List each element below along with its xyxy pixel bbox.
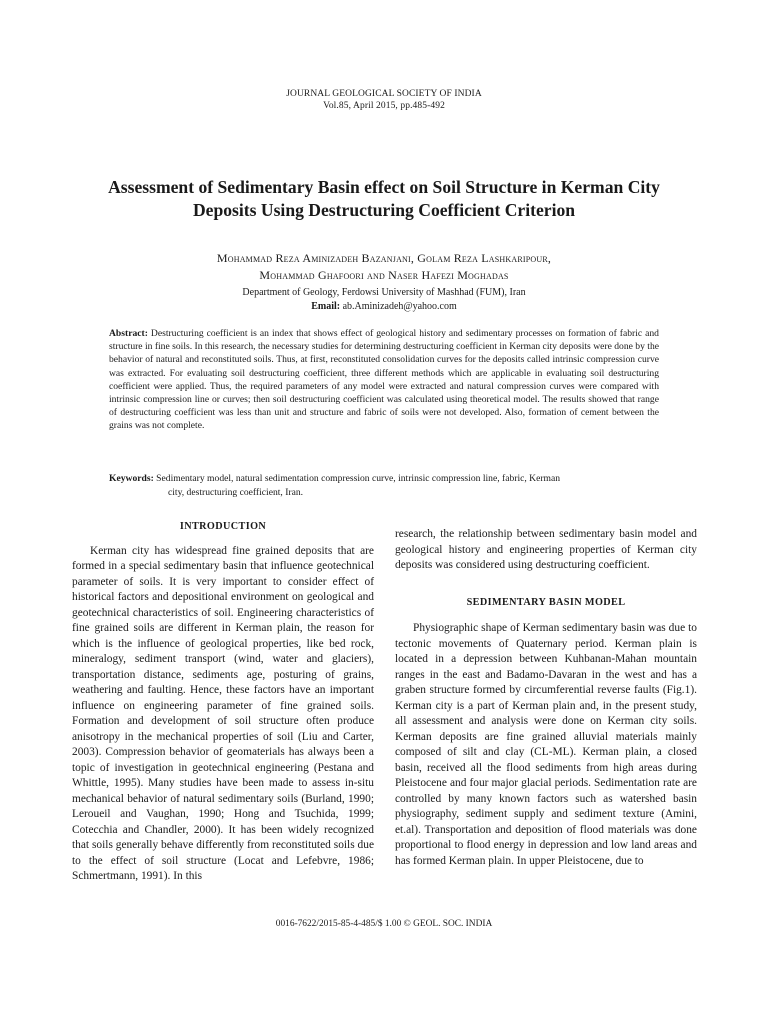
author-list (80, 250, 688, 284)
abstract-text: Destructuring coefficient is an index that shows effect of geological history and sedimentary processes on formation of fabric and structure in fine soils. In this research, the necessary studies for determining destructuring coefficient in Kerman city deposits were done by the behavior of natural and reconstituted soils. Thus, at first, reconstituted consolidation curves for the deposits called intrinsic compression curve was extracted. For evaluating soil destructuring coefficient, three different methods which are applicable in evaluating soil destructuring coefficient were applied. Thus, the required parameters of any model were extracted and natural compression curves were compared with intrinsic compression line or curves; then soil destructuring coefficient was calculated using theoretical model. The results showed that range of destructuring coefficient was less than unit and structure and fabric of soils were not developed. Also, formation of cement between the grains was not complete. (109, 328, 659, 432)
copyright-footer: 0016-7622/2015-85-4-485/$ 1.00 © GEOL. SOC. INDIA (275, 919, 493, 929)
journal-name: JOURNAL GEOLOGICAL SOCIETY OF INDIA (286, 89, 482, 99)
keywords-line-1: Sedimentary model, natural sedimentation compression curve, intrinsic compression line, fabric, Kerman (156, 473, 561, 484)
sedimentary-basin-paragraph: Physiographic shape of Kerman sedimentary basin was due to tectonic movements of Quaternary period. Kerman plain is located in a depression between Kuhbanan-Mahan mountain ranges in the east and Badamo-Davaran in the west and has a graben structure formed by circumferential reverse faults (Fig.1). Kerman city is a part of Kerman plain and, in the present study, all assessment and analysis were done on Kerman city soils. Kerman deposits are fine grained alluvial materials mainly composed of silt and clay (CL-ML). Kerman plain, a closed basin, received all the flood sediments from high areas during Pleistocene and four major glacial periods. Sedimentation rate are controlled by many known factors such as watershed basin physiography, sediment supply and sediment texture (Amini, et.al). Transportation and deposition of flood materials was done proportional to flood energy in depression and low land areas and has formed Kerman plain. In upper Pleistocene, due to (395, 622, 697, 867)
keywords (109, 472, 659, 499)
abstract-label: Abstract: (109, 328, 148, 339)
journal-volume: Vol.85, April 2015, pp.485-492 (323, 101, 445, 111)
department: Department of Geology, Ferdowsi University of Mashhad (FUM), Iran (242, 287, 526, 298)
abstract (109, 327, 659, 433)
email-address: ab.Aminizadeh@yahoo.com (342, 301, 457, 312)
paper-title: Assessment of Sedimentary Basin effect on Soil Structure in Kerman City Deposits Using Destructuring Coefficient Criterion (108, 177, 660, 220)
authors-line-2: Mohammad Ghafoori and Naser Hafezi Moghadas (259, 268, 509, 282)
introduction-paragraph: Kerman city has widespread fine grained deposits that are formed in a special sedimentary basin that influence geotechnical parameter of soils. It is very important to consider effect of historical factors and depositional environment on geological and geotechnical characteristics of soil. Engineering characteristics of fine grained soils are different in Kerman plain, the reason for which is the influence of geological properties, like bed rock, mineralogy, sediment transport (wind, water and glaciers), transportation distance, sediments age, posturing of grains, weathering and faulting. Hence, these factors have an important influence on engineering parameter of fine grained soils. Formation and development of soil structure often produce anisotropy in the mechanical properties of soil (Liu and Carter, 2003). Compression behavior of geomaterials has always been a topic of investigation in geotechnical engineering (Pestana and Whittle, 1995). Many studies have been made to assess in-situ mechanical behavior of natural sedimentary soils (Burland, 1990; Leroueil and Vaughan, 1990; Hong and Tsuchida, 1999; Cotecchia and Chandler, 2000). It has been widely recognized that soils generally behave differently from reconstituted soils due to the effect of soil structure (Locat and Lefebvre, 1986; Schmertmann, 1991). In this (72, 544, 374, 882)
journal-header (0, 88, 768, 112)
introduction-heading: INTRODUCTION (179, 521, 267, 532)
keywords-label: Keywords: (109, 473, 154, 484)
authors-line-1: Mohammad Reza Aminizadeh Bazanjani, Golam Reza Lashkaripour, (216, 251, 552, 265)
email-label: Email: (311, 301, 341, 312)
keywords-line-2: city, destructuring coefficient, Iran. (168, 486, 304, 498)
introduction-continuation: research, the relationship between sedimentary basin model and geological history and engineering properties of Kerman city deposits was considered using destructuring coefficient. (395, 528, 697, 571)
left-column (72, 519, 374, 885)
email-line (80, 300, 688, 314)
right-column (395, 527, 697, 869)
affiliation (80, 286, 688, 314)
sedimentary-basin-heading: SEDIMENTARY BASIN MODEL (466, 596, 626, 608)
